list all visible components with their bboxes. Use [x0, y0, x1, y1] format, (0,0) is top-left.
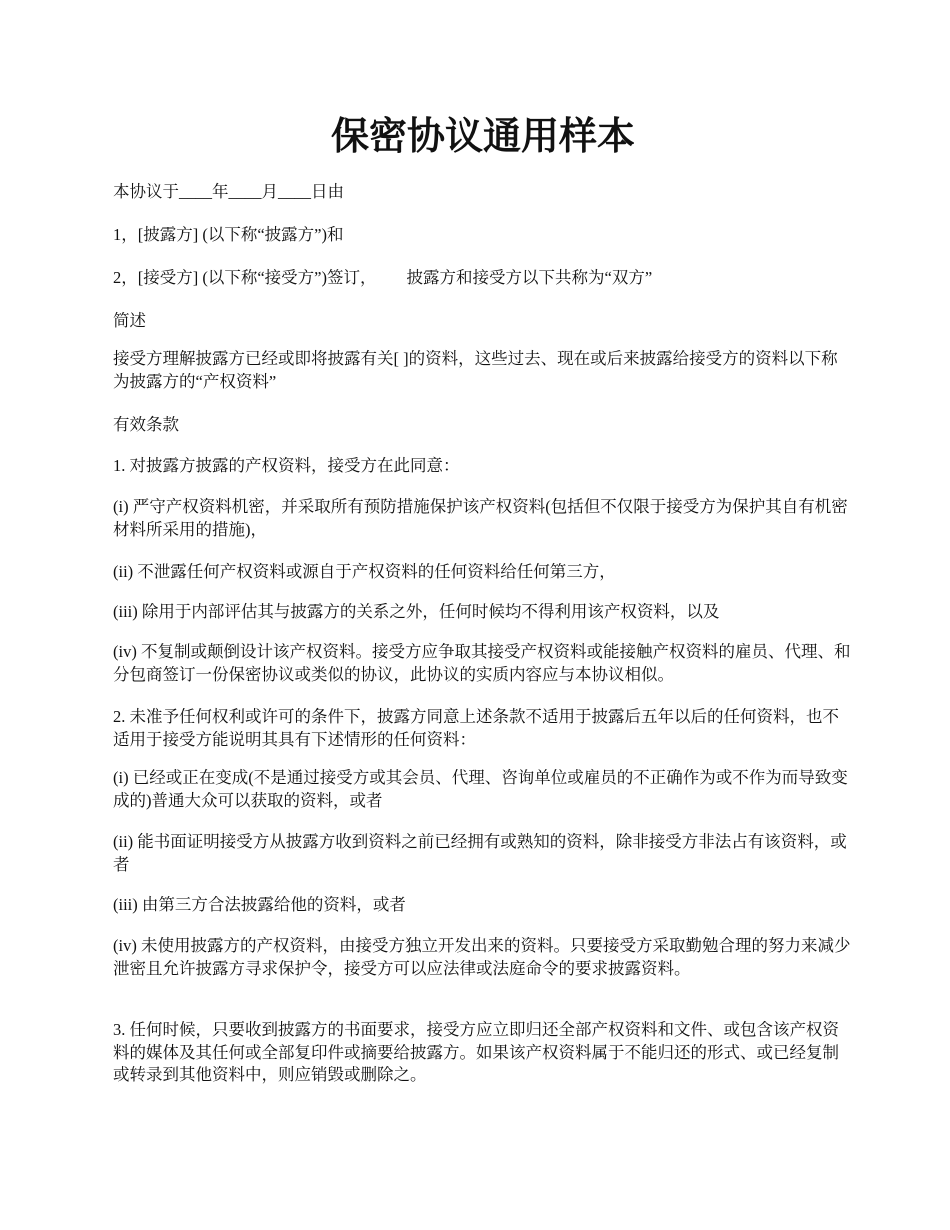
clause-2-i: (i) 已经或正在变成(不是通过接受方或其会员、代理、咨询单位或雇员的不正确作为或不作为而导致变成的)普通大众可以获取的资料，或者 [113, 768, 848, 810]
clause-3: 3. 任何时候，只要收到披露方的书面要求，接受方应立即归还全部产权资料和文件、或包含该产权资料的媒体及其任何或全部复印件或摘要给披露方。如果该产权资料属于不能归还的形式、或已经复制或转录到其他资料中，则应销毁或删除之。 [113, 1020, 839, 1084]
clause-2-ii: (ii) 能书面证明接受方从披露方收到资料之前已经拥有或熟知的资料，除非接受方非法占有该资料，或者 [113, 832, 847, 874]
paragraph-summary-body: 接受方理解披露方已经或即将披露有关[ ]的资料，这些过去、现在或后来披露给接受方的资料以下称为披露方的“产权资料” [113, 349, 838, 391]
document-title: 保密协议通用样本 [330, 116, 635, 158]
heading-summary: 简述 [113, 311, 146, 330]
paragraph-party-recipient-text: 2，[接受方] (以下称“接受方”)签订， [113, 268, 377, 287]
clause-1-ii: (ii) 不泄露任何产权资料或源自于产权资料的任何资料给任何第三方， [113, 562, 616, 581]
clause-1-iv: (iv) 不复制或颠倒设计该产权资料。接受方应争取其接受产权资料或能接触产权资料的雇员、代理、和分包商签订一份保密协议或类似的协议，此协议的实质内容应与本协议相似。 [113, 642, 851, 684]
clause-1-i: (i) 严守产权资料机密，并采取所有预防措施保护该产权资料(包括但不仅限于接受方为保护其自有机密材料所采用的措施)， [113, 497, 848, 539]
clause-2: 2. 未准予任何权利或许可的条件下，披露方同意上述条款不适用于披露后五年以后的任何资料，也不适用于接受方能说明其具有下述情形的任何资料： [113, 707, 839, 749]
paragraph-party-discloser: 1，[披露方] (以下称“披露方”)和 [113, 225, 344, 244]
paragraph-party-recipient [113, 267, 853, 290]
clause-1-iii: (iii) 除用于内部评估其与披露方的关系之外，任何时候均不得利用该产权资料，以及 [113, 602, 720, 621]
paragraph-parties-collective: 披露方和接受方以下共称为“双方” [406, 268, 653, 287]
heading-effective-terms: 有效条款 [113, 415, 179, 434]
clause-2-iv: (iv) 未使用披露方的产权资料，由接受方独立开发出来的资料。只要接受方采取勤勉合理的努力来减少泄密且允许披露方寻求保护令，接受方可以应法律或法庭命令的要求披露资料。 [113, 936, 851, 978]
clause-1: 1. 对披露方披露的产权资料，接受方在此同意： [113, 456, 460, 475]
paragraph-date-line: 本协议于____年____月____日由 [113, 182, 344, 201]
clause-2-iii: (iii) 由第三方合法披露给他的资料，或者 [113, 895, 406, 914]
